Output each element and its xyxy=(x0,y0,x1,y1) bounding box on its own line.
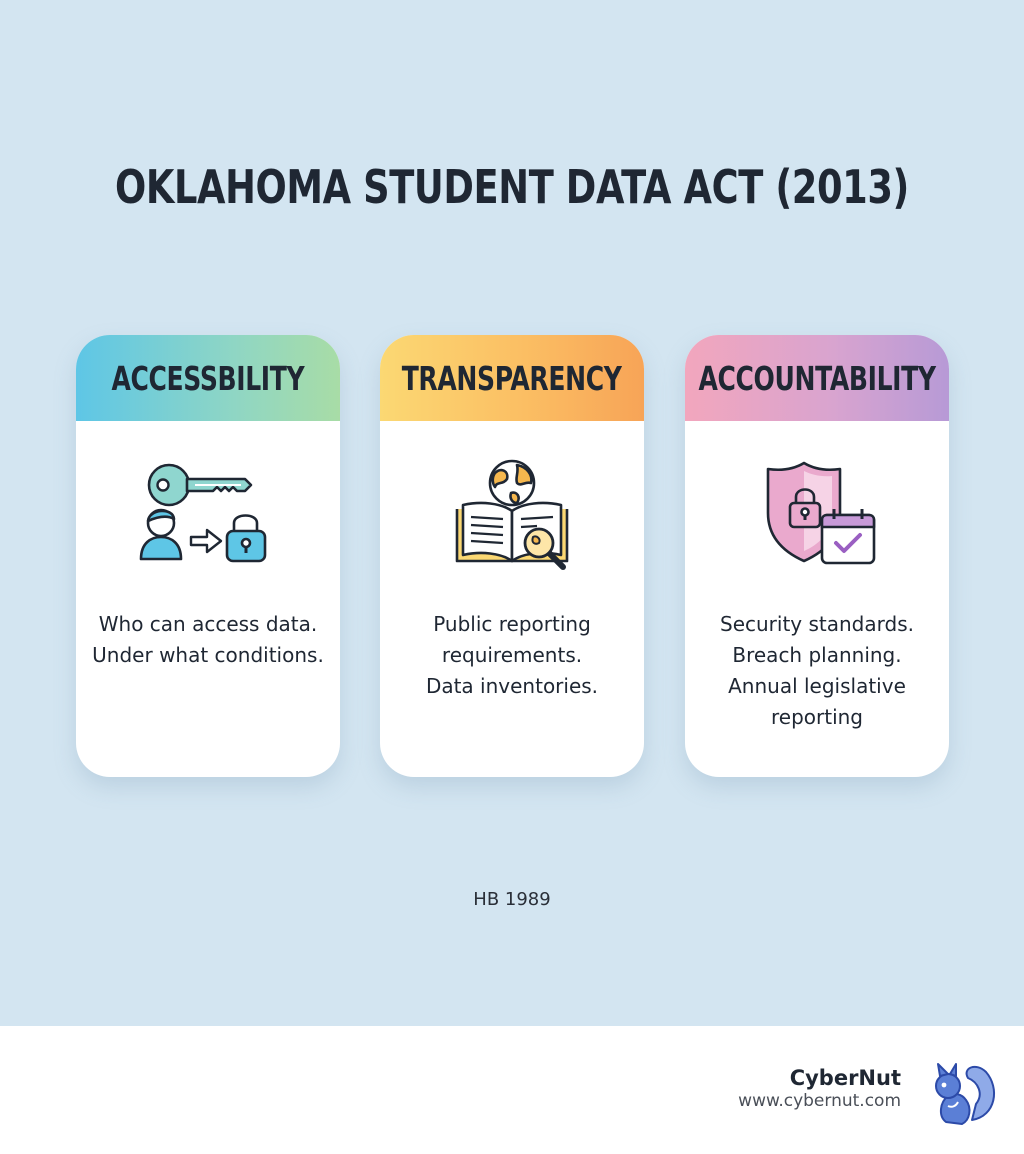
card-accountability xyxy=(685,335,949,777)
brand-url: www.cybernut.com xyxy=(738,1091,901,1111)
card-header xyxy=(380,335,644,421)
key-person-lock-icon xyxy=(133,457,283,577)
bill-number: HB 1989 xyxy=(473,889,551,910)
card-line: requirements. xyxy=(441,643,583,667)
card-heading: ACCESSBILITY xyxy=(111,358,305,398)
card-heading: ACCOUNTABILITY xyxy=(698,358,936,398)
card-line: Data inventories. xyxy=(425,674,599,698)
squirrel-logo-icon xyxy=(928,1058,1000,1132)
page-title: OKLAHOMA STUDENT DATA ACT (2013) xyxy=(114,160,909,214)
card-description xyxy=(685,609,949,733)
card-line: Breach planning. xyxy=(732,643,902,667)
brand-name: CyberNut xyxy=(789,1066,901,1090)
card-line: Who can access data. xyxy=(98,612,318,636)
card-accessibility xyxy=(76,335,340,777)
card-header xyxy=(76,335,340,421)
shield-lock-calendar-icon xyxy=(742,457,892,577)
card-description xyxy=(380,609,644,702)
card-line: Under what conditions. xyxy=(92,643,324,667)
card-line: Public reporting xyxy=(433,612,591,636)
card-transparency xyxy=(380,335,644,777)
card-line: Security standards. xyxy=(720,612,914,636)
card-header xyxy=(685,335,949,421)
card-line: Annual legislative xyxy=(728,674,906,698)
card-description xyxy=(76,609,340,671)
card-line: reporting xyxy=(770,705,863,729)
card-heading: TRANSPARENCY xyxy=(402,358,622,398)
globe-book-magnifier-icon xyxy=(437,457,587,577)
